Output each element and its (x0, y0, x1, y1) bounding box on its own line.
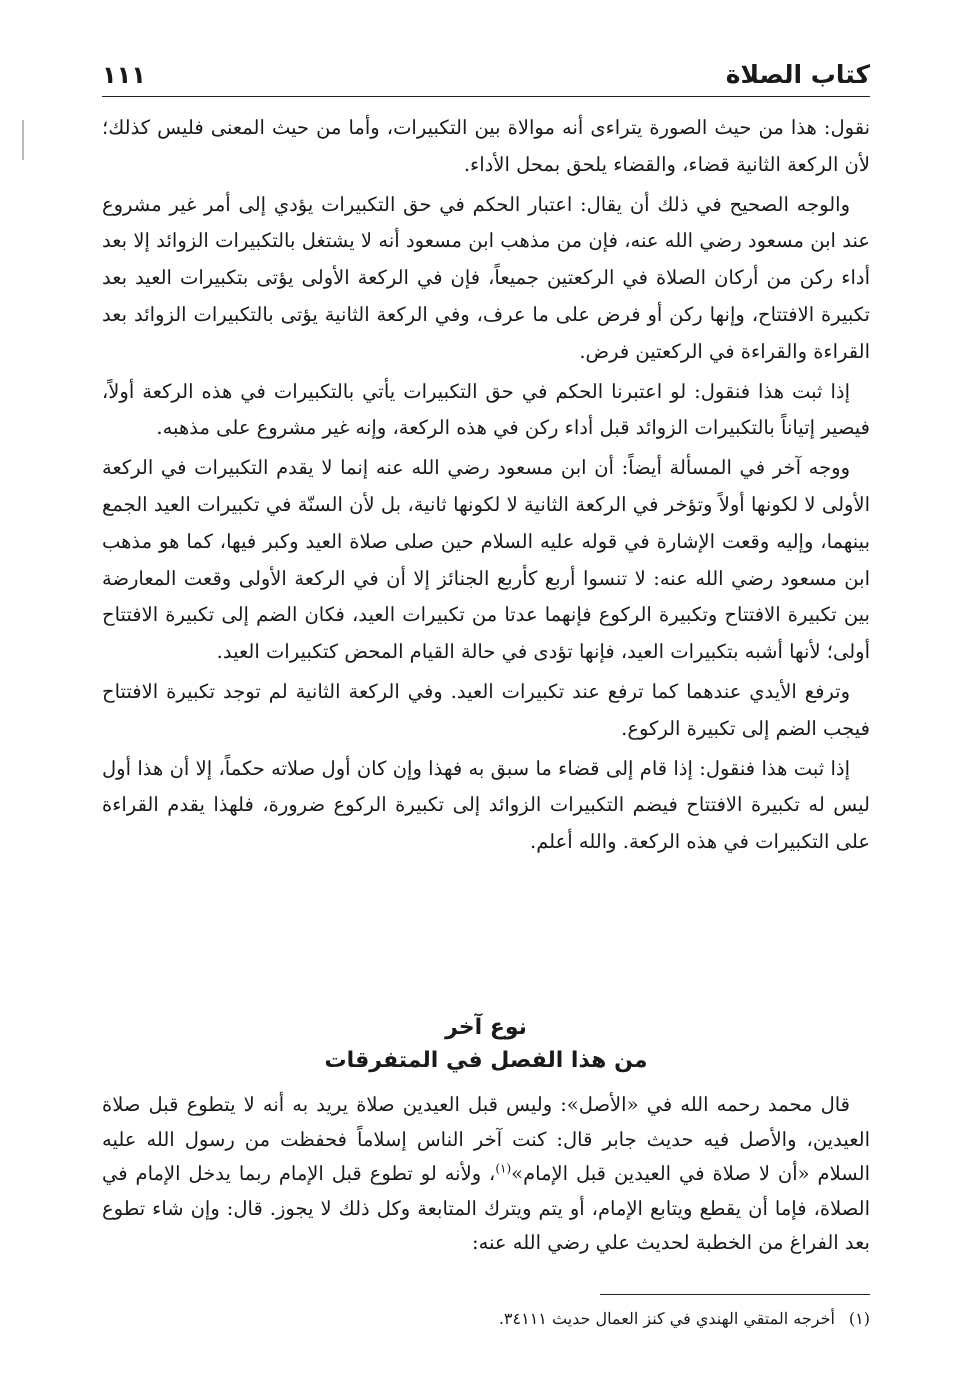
section-title: نوع آخر (445, 1015, 527, 1040)
section-paragraph (102, 1088, 870, 1261)
paragraph: ووجه آخر في المسألة أيضاً: أن ابن مسعود رضي الله عنه إنما لا يقدم التكبيرات في الركعة الأولى لا لكونها أولاً وتؤخر في الركعة الثانية لا لكونها ثانية، بل لأن السنّة في تكبيرات العيد الجمع بينهما، وإليه وقعت الإشارة في قوله عليه السلام حين صلى صلاة العيد وكبر فيها، كما هو مذهب ابن مسعود رضي الله عنه: لا تنسوا أربع كأربع الجنائز إلا أن في الركعة الأولى وقعت المعارضة بين تكبيرة الافتتاح وتكبيرة الركوع فإنهما عدتا من تكبيرات العيد، فكان الضم إلى تكبيرة الافتتاح أولى؛ لأنها أشبه بتكبيرات العيد، فإنها تؤدى في حالة القيام المحض كتكبيرات العيد. (102, 456, 870, 664)
section-heading (102, 1012, 870, 1078)
paragraph: إذا ثبت هذا فنقول: إذا قام إلى قضاء ما سبق به فهذا وإن كان أول صلاته حكماً، إلا أن هذا أول ليس له تكبيرة الافتتاح فيضم التكبيرات الزوائد إلى تكبيرة الركوع ضرورة، فلهذا يقدم القراءة على التكبيرات في هذه الركعة. والله أعلم. (102, 756, 870, 854)
footnote-divider (600, 1294, 870, 1295)
main-body-text (102, 110, 870, 864)
section-paragraph-text-continued: ، ولأنه لو تطوع قبل الإمام ربما يدخل الإمام في الصلاة، فإما أن يقطع ويتابع الإمام، أو يتم ويترك المتابعة وكل ذلك لا يجوز. قال: وإن شاء تطوع بعد الفراغ من الخطبة لحديث علي رضي الله عنه: (102, 1162, 870, 1254)
section-body-text (102, 1088, 870, 1264)
page-number: ١١١ (102, 61, 146, 89)
section-paragraph-text: قال محمد رحمه الله في «الأصل»: وليس قبل العيدين صلاة يريد به أنه لا يتطوع قبل صلاة العيدين، والأصل فيه حديث جابر قال: كنت آخر الناس إسلاماً فحفظت من رسول الله عليه السلام «أن لا صلاة في العيدين قبل الإمام» (102, 1093, 870, 1185)
page-header (102, 58, 870, 97)
paragraph: إذا ثبت هذا فنقول: لو اعتبرنا الحكم في حق التكبيرات يأتي بالتكبيرات في هذه الركعة أولاً، فيصير إتياناً بالتكبيرات الزوائد قبل أداء ركن في هذه الركعة، وإنه غير مشروع على مذهبه. (102, 379, 870, 440)
paragraph: والوجه الصحيح في ذلك أن يقال: اعتبار الحكم في حق التكبيرات يؤدي إلى أمر غير مشروع عند ابن مسعود رضي الله عنه، فإن من مذهب ابن مسعود أنه لا يشتغل بالتكبيرات الزوائد إلا بعد أداء ركن من أركان الصلاة في الركعتين جميعاً، فإن في الركعة الأولى يؤتى بتكبيرات العيد بعد تكبيرة الافتتاح، وإنها ركن أو فرض على ما عرف، وفي الركعة الثانية يؤتى بالتكبيرات الزوائد بعد القراءة والقراءة في الركعتين فرض. (102, 192, 870, 363)
paragraph: نقول: هذا من حيث الصورة يتراءى أنه موالاة بين التكبيرات، وأما من حيث المعنى فليس كذلك؛ لأن الركعة الثانية قضاء، والقضاء يلحق بمحل الأداء. (102, 116, 870, 176)
paragraph: وترفع الأيدي عندهما كما ترفع عند تكبيرات العيد. وفي الركعة الثانية لم توجد تكبيرة الافتتاح فيجب الضم إلى تكبيرة الركوع. (102, 679, 870, 740)
scan-edge-mark (22, 120, 24, 160)
footnote-reference[interactable]: (١) (495, 1161, 512, 1176)
section-subtitle: من هذا الفصل في المتفرقات (324, 1048, 648, 1073)
footnote (102, 1306, 870, 1332)
footnote-text: أخرجه المتقي الهندي في كنز العمال حديث ٣٤١١١. (498, 1309, 835, 1328)
running-title: كتاب الصلاة (725, 60, 870, 89)
footnote-number: (١) (848, 1309, 870, 1328)
